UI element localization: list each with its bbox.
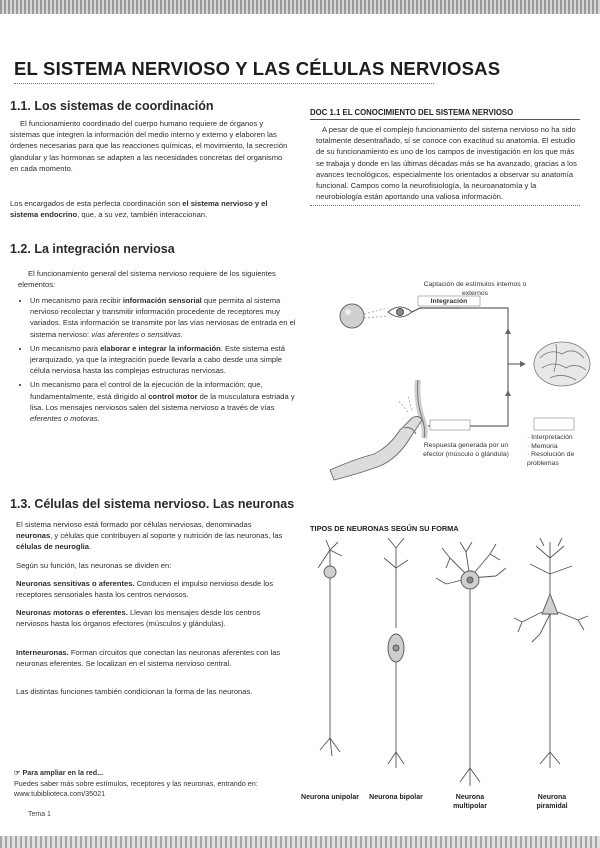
- web-link-icon: ☞: [14, 768, 23, 777]
- bipolar-neuron-icon: [384, 538, 408, 768]
- section-3-paragraph-1: El sistema nervioso está formado por células nerviosas, denominadas neuronas, y células que contribuyen al soporte y nutrición de las neuronas, las células de neuroglia.: [16, 520, 283, 552]
- stimulus-rays: [364, 308, 388, 318]
- section-3-paragraph-6: Las distintas funciones también condicionan la forma de las neuronas.: [16, 687, 253, 696]
- multipolar-neuron-icon: [436, 542, 506, 786]
- list-item: • Un mecanismo para elaborar e integrar la información. Este sistema está jerarquizado, ya que la integración puede llevarla a cabo desde una simple célula nerviosa hasta las complejas estructuras nerviosas.: [30, 343, 300, 377]
- diagram-label-top: Captación de estímulos internos o externos: [423, 281, 527, 297]
- diagram-label-respuesta: Respuesta generada por un efector (músculo o glándula): [423, 442, 509, 458]
- neuron-types-illustration: [300, 538, 596, 830]
- doc-bottom-rule: [310, 205, 580, 206]
- arm-effector-icon: [330, 416, 422, 480]
- section-3-heading: 1.3. Células del sistema nervioso. Las neuronas: [10, 497, 295, 511]
- bottom-box: [430, 420, 470, 430]
- nerve-loop: [428, 308, 508, 426]
- unipolar-neuron-icon: [318, 540, 342, 756]
- page-number: Tema 1: [28, 811, 51, 818]
- section-1-paragraph-2: Los encargados de esta perfecta coordinación son el sistema nervioso y el sistema endocrino, que, a su vez, también interaccionan.: [10, 199, 268, 220]
- section-3-sensitive: Neuronas sensitivas o aferentes. Conducen el impulso nervioso desde los receptores sensoriales hasta los centros nerviosos.: [16, 579, 274, 600]
- section-1-paragraph-1: El funcionamiento coordinado del cuerpo humano requiere de órganos y sistemas que integren la información del medio interno y externo y elaboren las órdenes necesarias para que las reacciones químicas, el movimiento, la secreción glandular y las hormonas se adapten a las necesidades concretas del organismo en cada momento.: [10, 119, 288, 173]
- diagram-label-integracion: Integración: [430, 298, 468, 305]
- section-3-motor: Neuronas motoras o eferentes. Llevan los mensajes desde los centros nerviosos hasta los órganos efectores (músculos y glándulas).: [16, 608, 261, 629]
- stimulus-ball-icon: [340, 304, 364, 328]
- doc-heading-rule: [310, 119, 580, 120]
- integration-elements-list: [18, 295, 300, 427]
- afferent-path: [412, 308, 460, 312]
- section-2-heading: 1.2. La integración nerviosa: [10, 242, 175, 256]
- footnote-title: ☞ Para ampliar en la red...: [14, 768, 104, 777]
- section-3-paragraph-2: Según su función, las neuronas se dividen en:: [16, 561, 172, 570]
- section-2-intro: El funcionamiento general del sistema nervioso requiere de los siguientes elementos:: [18, 269, 276, 290]
- diagram-brain-functions: · Interpretación · Memoria · Resolución de problemas: [527, 434, 575, 467]
- section-3-interneurons: Interneuronas. Forman circuitos que conectan las neuronas aferentes con las neuronas eferentes. Se localizan en el sistema nervioso central.: [16, 648, 281, 669]
- neuron-label-multipolar: Neurona multipolar: [453, 794, 487, 810]
- pyramidal-neuron-icon: [514, 538, 588, 768]
- scan-edge-bottom: [0, 836, 600, 848]
- neuron-label-piramidal: Neurona piramidal: [536, 794, 568, 810]
- neuron-label-bipolar: Neurona bipolar: [369, 794, 423, 801]
- brain-function-item: Interpretación: [531, 434, 573, 441]
- eye-icon: [388, 307, 412, 317]
- neuron-label-unipolar: Neurona unipolar: [301, 794, 359, 801]
- list-item: • Un mecanismo para recibir información sensorial que permita al sistema nervioso recolectar y transmitir información procedente de receptores muy variados. Esta información se transmite por las vías nerviosas de entrada en el sistema nervioso: vías aferentes o sensitivas.: [30, 295, 300, 340]
- brain-icon: [534, 342, 590, 386]
- spinal-cord-icon: [418, 380, 425, 438]
- scan-edge-top: [0, 0, 600, 14]
- brain-label-box: [534, 418, 574, 430]
- doc-text: A pesar de que el complejo funcionamiento del sistema nervioso no ha sido totalmente desentrañado, sí se conoce con exactitud su anatomía. El estudio de su funcionamiento es uno de los campos de investigación en los que más se trabaja y donde en las últimas décadas más se ha avanzado, gracias a los avances tecnológicos, especialmente los orientados a observar su anatomía funcional. Campos como la neurofisiología, la neuroanatomía y la neurobiología están aportando una valiosa información.: [316, 125, 577, 202]
- flow-arrows: [440, 328, 526, 429]
- section-1-heading: 1.1. Los sistemas de coordinación: [10, 99, 214, 113]
- neuron-types-heading: TIPOS DE NEURONAS SEGÚN SU FORMA: [310, 524, 459, 533]
- doc-heading: DOC 1.1 EL CONOCIMIENTO DEL SISTEMA NERVIOSO: [310, 108, 514, 117]
- list-item: • Un mecanismo para el control de la ejecución de la información; que, fundamentalmente, está dirigido al control motor de la musculatura estriada y lisa. Los mensajes nerviosos salen del sistema nervioso a través de vías eferentes o motoras.: [30, 379, 300, 424]
- footnote-text[interactable]: Puedes saber más sobre estímulos, receptores y las neuronas, entrando en: www.tubiblioteca.com/35021: [14, 779, 258, 798]
- page-title: EL SISTEMA NERVIOSO Y LAS CÉLULAS NERVIOSAS: [14, 58, 501, 79]
- brain-function-item: Memoria: [531, 442, 558, 450]
- brain-function-item: Resolución de problemas: [527, 451, 575, 467]
- title-underline: [14, 83, 434, 84]
